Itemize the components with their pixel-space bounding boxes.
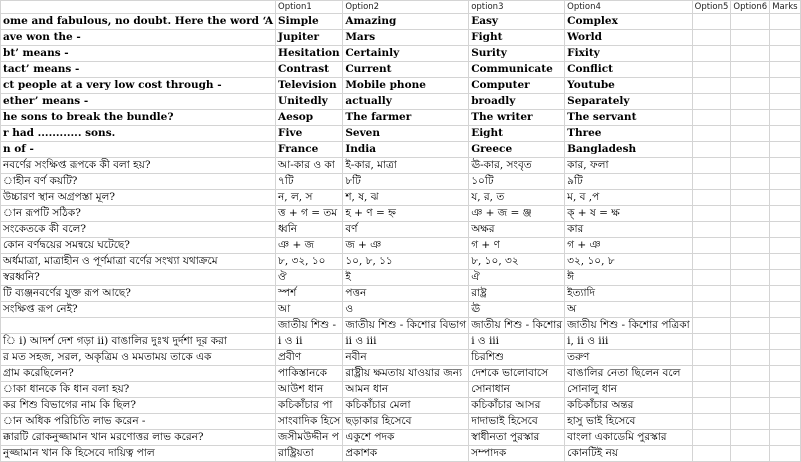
option1-cell[interactable]: রাষ্ট্রিয়তা xyxy=(276,446,343,462)
option5-cell[interactable] xyxy=(692,446,731,462)
marks-cell[interactable] xyxy=(770,222,800,238)
marks-cell[interactable] xyxy=(770,254,800,270)
option6-cell[interactable] xyxy=(731,414,770,430)
option2-cell[interactable]: Mobile phone xyxy=(343,78,469,94)
option5-cell[interactable] xyxy=(692,46,731,62)
table-row xyxy=(1,46,801,62)
option4-cell[interactable]: ৩২, ১০, ৮ xyxy=(565,254,693,270)
table-row xyxy=(1,126,801,142)
option2-cell[interactable]: আমন ধান xyxy=(343,382,469,398)
option6-cell[interactable] xyxy=(731,366,770,382)
question-cell[interactable] xyxy=(1,318,276,334)
marks-cell[interactable] xyxy=(770,302,800,318)
option6-cell[interactable] xyxy=(731,430,770,446)
option2-cell[interactable]: পত্তন xyxy=(343,286,469,302)
option3-cell[interactable]: গ + ণ xyxy=(469,238,565,254)
table-row xyxy=(1,190,801,206)
option1-cell[interactable]: Unitedly xyxy=(276,94,343,110)
option3-cell[interactable]: ৮, ১০, ৩২ xyxy=(469,254,565,270)
option5-cell[interactable] xyxy=(692,270,731,286)
option6-cell[interactable] xyxy=(731,142,770,158)
marks-cell[interactable] xyxy=(770,414,800,430)
option5-cell[interactable] xyxy=(692,334,731,350)
option1-cell[interactable]: ত্ত + গ = তম xyxy=(276,206,343,222)
option1-cell[interactable]: আউশ ধান xyxy=(276,382,343,398)
marks-cell[interactable] xyxy=(770,94,800,110)
option4-cell[interactable]: বাংলা একাডেমি পুরস্কার xyxy=(565,430,693,446)
option6-cell[interactable] xyxy=(731,30,770,46)
option1-cell[interactable]: কচিকাঁচার পা xyxy=(276,398,343,414)
option1-cell[interactable]: Aesop xyxy=(276,110,343,126)
option4-cell[interactable]: Youtube xyxy=(565,78,693,94)
option3-cell[interactable]: ঊ-কার, সংবৃত xyxy=(469,158,565,174)
option6-cell[interactable] xyxy=(731,174,770,190)
option3-cell[interactable]: Fight xyxy=(469,30,565,46)
option6-cell[interactable] xyxy=(731,334,770,350)
option4-cell[interactable]: হাসু ভাই হিসেবে xyxy=(565,414,693,430)
option5-cell[interactable] xyxy=(692,222,731,238)
marks-cell[interactable] xyxy=(770,190,800,206)
option5-cell[interactable] xyxy=(692,366,731,382)
table-row xyxy=(1,222,801,238)
marks-cell[interactable] xyxy=(770,62,800,78)
option5-cell[interactable] xyxy=(692,110,731,126)
option6-cell[interactable] xyxy=(731,190,770,206)
option4-cell[interactable]: কোনটিই নয় xyxy=(565,446,693,462)
option6-cell[interactable] xyxy=(731,254,770,270)
table-row xyxy=(1,254,801,270)
option1-cell[interactable]: Hesitation xyxy=(276,46,343,62)
option6-cell[interactable] xyxy=(731,446,770,462)
option1-cell[interactable]: Jupiter xyxy=(276,30,343,46)
option2-cell[interactable]: নবীন xyxy=(343,350,469,366)
table-row xyxy=(1,174,801,190)
option6-cell[interactable] xyxy=(731,158,770,174)
table-row xyxy=(1,382,801,398)
option6-cell[interactable] xyxy=(731,350,770,366)
option3-cell[interactable]: স্বাধীনতা পুরস্কার xyxy=(469,430,565,446)
option5-cell[interactable] xyxy=(692,398,731,414)
header-row xyxy=(1,1,801,14)
marks-cell[interactable] xyxy=(770,334,800,350)
option6-cell[interactable] xyxy=(731,126,770,142)
question-cell[interactable]: াকা ধানকে কি ধান বলা হয়? xyxy=(1,382,276,398)
option1-cell[interactable]: France xyxy=(276,142,343,158)
header-cell-option4[interactable]: Option4 xyxy=(565,1,693,14)
option5-cell[interactable] xyxy=(692,30,731,46)
option3-cell[interactable]: য, র, ত xyxy=(469,190,565,206)
option6-cell[interactable] xyxy=(731,62,770,78)
question-cell[interactable]: n of - xyxy=(1,142,276,158)
option6-cell[interactable] xyxy=(731,222,770,238)
option1-cell[interactable]: i ও ii xyxy=(276,334,343,350)
option3-cell[interactable]: চিরশিশু xyxy=(469,350,565,366)
option5-cell[interactable] xyxy=(692,14,731,30)
table-row xyxy=(1,430,801,446)
question-cell[interactable]: কোন বর্ণদ্বয়ের সমন্বয়ে ঘটেছে? xyxy=(1,238,276,254)
marks-cell[interactable] xyxy=(770,206,800,222)
question-cell[interactable]: অর্ধমাত্রা, মাত্রাহীন ও পূর্ণমাত্রা বর্ণের সংখ্যা যথাক্রমে xyxy=(1,254,276,270)
option5-cell[interactable] xyxy=(692,254,731,270)
option6-cell[interactable] xyxy=(731,286,770,302)
option4-cell[interactable]: Conflict xyxy=(565,62,693,78)
option1-cell[interactable]: ৮, ৩২, ১০ xyxy=(276,254,343,270)
option4-cell[interactable]: বাঙালির নেতা ছিলেন বলে xyxy=(565,366,693,382)
question-cell[interactable]: গ্রাম করেছিলেন? xyxy=(1,366,276,382)
option2-cell[interactable]: ই-কার, মাত্রা xyxy=(343,158,469,174)
option5-cell[interactable] xyxy=(692,158,731,174)
option5-cell[interactable] xyxy=(692,94,731,110)
option5-cell[interactable] xyxy=(692,382,731,398)
option4-cell[interactable]: কচিকাঁচার অন্তর xyxy=(565,398,693,414)
option6-cell[interactable] xyxy=(731,78,770,94)
table-row xyxy=(1,334,801,350)
option1-cell[interactable]: ঔ xyxy=(276,270,343,286)
marks-cell[interactable] xyxy=(770,366,800,382)
option2-cell[interactable]: Seven xyxy=(343,126,469,142)
option6-cell[interactable] xyxy=(731,110,770,126)
table-row xyxy=(1,318,801,334)
option1-cell[interactable]: Television xyxy=(276,78,343,94)
option6-cell[interactable] xyxy=(731,302,770,318)
option2-cell[interactable]: ১০, ৮, ১১ xyxy=(343,254,469,270)
header-cell-option5[interactable]: Option5 xyxy=(692,1,731,14)
marks-cell[interactable] xyxy=(770,286,800,302)
option2-cell[interactable]: প্রকাশক xyxy=(343,446,469,462)
option3-cell[interactable]: i ও iii xyxy=(469,334,565,350)
question-cell[interactable]: সংক্ষিপ্ত রূপ নেই? xyxy=(1,302,276,318)
option3-cell[interactable]: সম্পাদক xyxy=(469,446,565,462)
marks-cell[interactable] xyxy=(770,14,800,30)
option3-cell[interactable]: দেশকে ভালোবাসে xyxy=(469,366,565,382)
option2-cell[interactable]: বর্ণ xyxy=(343,222,469,238)
option4-cell[interactable]: গ + ঞ xyxy=(565,238,693,254)
option5-cell[interactable] xyxy=(692,190,731,206)
marks-cell[interactable] xyxy=(770,238,800,254)
option4-cell[interactable]: ইত্যাদি xyxy=(565,286,693,302)
option2-cell[interactable]: জ + ঞ xyxy=(343,238,469,254)
option2-cell[interactable]: একুশে পদক xyxy=(343,430,469,446)
option3-cell[interactable]: ১০টি xyxy=(469,174,565,190)
table-row xyxy=(1,398,801,414)
question-cell[interactable]: ান রূপটি সঠিক? xyxy=(1,206,276,222)
table-row xyxy=(1,30,801,46)
option2-cell[interactable]: কচিকাঁচার মেলা xyxy=(343,398,469,414)
marks-cell[interactable] xyxy=(770,126,800,142)
option4-cell[interactable]: Complex xyxy=(565,14,693,30)
option1-cell[interactable]: ন, ল, স xyxy=(276,190,343,206)
table-row xyxy=(1,286,801,302)
table-row xyxy=(1,142,801,158)
table-row xyxy=(1,350,801,366)
question-cell[interactable]: ether’ means - xyxy=(1,94,276,110)
question-cell[interactable]: he sons to break the bundle? xyxy=(1,110,276,126)
question-cell[interactable]: র মত সহজ, সরল, অকৃত্রিম ও মমতাময় তাকে এক xyxy=(1,350,276,366)
option1-cell[interactable]: Contrast xyxy=(276,62,343,78)
option2-cell[interactable]: ও xyxy=(343,302,469,318)
option4-cell[interactable]: ৯টি xyxy=(565,174,693,190)
option3-cell[interactable]: Eight xyxy=(469,126,565,142)
option5-cell[interactable] xyxy=(692,78,731,94)
option4-cell[interactable]: i, ii ও iii xyxy=(565,334,693,350)
option3-cell[interactable]: রাষ্ট্র xyxy=(469,286,565,302)
option5-cell[interactable] xyxy=(692,318,731,334)
question-cell[interactable]: tact’ means - xyxy=(1,62,276,78)
option1-cell[interactable]: Five xyxy=(276,126,343,142)
option2-cell[interactable]: ii ও iii xyxy=(343,334,469,350)
option2-cell[interactable]: রাষ্ট্রীয় ক্ষমতায় যাওয়ার জন্য xyxy=(343,366,469,382)
marks-cell[interactable] xyxy=(770,30,800,46)
marks-cell[interactable] xyxy=(770,270,800,286)
option1-cell[interactable]: ধ্বনি xyxy=(276,222,343,238)
option2-cell[interactable]: হ + ণ = হ্ন xyxy=(343,206,469,222)
table-row xyxy=(1,270,801,286)
question-cell[interactable]: ome and fabulous, no doubt. Here the word ‘A xyxy=(1,14,276,30)
option1-cell[interactable]: স্পর্শ xyxy=(276,286,343,302)
option3-cell[interactable]: Greece xyxy=(469,142,565,158)
option6-cell[interactable] xyxy=(731,270,770,286)
option3-cell[interactable]: Computer xyxy=(469,78,565,94)
option4-cell[interactable]: কার, ফলা xyxy=(565,158,693,174)
option2-cell[interactable]: ই xyxy=(343,270,469,286)
header-cell-option1[interactable]: Option1 xyxy=(276,1,343,14)
option6-cell[interactable] xyxy=(731,398,770,414)
option5-cell[interactable] xyxy=(692,126,731,142)
option3-cell[interactable]: ঊ xyxy=(469,302,565,318)
option3-cell[interactable]: The writer xyxy=(469,110,565,126)
marks-cell[interactable] xyxy=(770,158,800,174)
option5-cell[interactable] xyxy=(692,238,731,254)
table-row xyxy=(1,206,801,222)
option1-cell[interactable]: আ-কার ও কা xyxy=(276,158,343,174)
option3-cell[interactable]: কচিকাঁচার আসর xyxy=(469,398,565,414)
option4-cell[interactable]: ম, ব ,প xyxy=(565,190,693,206)
option6-cell[interactable] xyxy=(731,14,770,30)
option4-cell[interactable]: The servant xyxy=(565,110,693,126)
option5-cell[interactable] xyxy=(692,350,731,366)
header-cell-question[interactable] xyxy=(1,1,276,14)
option5-cell[interactable] xyxy=(692,430,731,446)
marks-cell[interactable] xyxy=(770,78,800,94)
option5-cell[interactable] xyxy=(692,286,731,302)
option1-cell[interactable]: ঞ + জ xyxy=(276,238,343,254)
header-cell-marks[interactable]: Marks xyxy=(770,1,800,14)
option5-cell[interactable] xyxy=(692,142,731,158)
question-cell[interactable]: ক্কারটি রোকনুজ্জামান খান মরণোত্তর লাভ করেন? xyxy=(1,430,276,446)
option1-cell[interactable]: প্রবীণ xyxy=(276,350,343,366)
option4-cell[interactable]: ঈ xyxy=(565,270,693,286)
option1-cell[interactable]: জাতীয় শিশু - xyxy=(276,318,343,334)
question-cell[interactable]: উচ্চারণ স্থান অগ্রপস্তা মূল? xyxy=(1,190,276,206)
table-row xyxy=(1,110,801,126)
marks-cell[interactable] xyxy=(770,398,800,414)
option6-cell[interactable] xyxy=(731,318,770,334)
option2-cell[interactable]: The farmer xyxy=(343,110,469,126)
option3-cell[interactable]: জাতীয় শিশু - কিশোর xyxy=(469,318,565,334)
marks-cell[interactable] xyxy=(770,350,800,366)
option5-cell[interactable] xyxy=(692,302,731,318)
option6-cell[interactable] xyxy=(731,206,770,222)
header-cell-option6[interactable]: Option6 xyxy=(731,1,770,14)
option4-cell[interactable]: Separately xyxy=(565,94,693,110)
option1-cell[interactable]: আ xyxy=(276,302,343,318)
option4-cell[interactable]: Fixity xyxy=(565,46,693,62)
option3-cell[interactable]: দাদাভাই হিসেবে xyxy=(469,414,565,430)
marks-cell[interactable] xyxy=(770,46,800,62)
option4-cell[interactable]: কার xyxy=(565,222,693,238)
question-cell[interactable]: কর শিশু বিভাগের নাম কি ছিল? xyxy=(1,398,276,414)
option6-cell[interactable] xyxy=(731,238,770,254)
option4-cell[interactable]: World xyxy=(565,30,693,46)
option3-cell[interactable]: Easy xyxy=(469,14,565,30)
option1-cell[interactable]: Simple xyxy=(276,14,343,30)
header-cell-option2[interactable]: Option2 xyxy=(343,1,469,14)
option3-cell[interactable]: broadly xyxy=(469,94,565,110)
question-cell[interactable]: ct people at a very low cost through - xyxy=(1,78,276,94)
option4-cell[interactable]: ক্ + ষ = ক্ষ xyxy=(565,206,693,222)
table-row xyxy=(1,94,801,110)
table-row xyxy=(1,414,801,430)
header-cell-option3[interactable]: option3 xyxy=(469,1,565,14)
option2-cell[interactable]: ৮টি xyxy=(343,174,469,190)
option3-cell[interactable]: সোনাধান xyxy=(469,382,565,398)
question-cell[interactable]: নুজ্জামান খান কি হিসেবে দায়িত্ব পাল xyxy=(1,446,276,462)
option4-cell[interactable]: অ xyxy=(565,302,693,318)
option3-cell[interactable]: Surity xyxy=(469,46,565,62)
option1-cell[interactable]: ৭টি xyxy=(276,174,343,190)
option1-cell[interactable]: সাংবাদিক হিসে xyxy=(276,414,343,430)
marks-cell[interactable] xyxy=(770,382,800,398)
question-cell[interactable]: াহীন বর্ণ কয়টি? xyxy=(1,174,276,190)
option4-cell[interactable]: Bangladesh xyxy=(565,142,693,158)
option4-cell[interactable]: তরুণ xyxy=(565,350,693,366)
option1-cell[interactable]: পাকিস্তানকে xyxy=(276,366,343,382)
question-cell[interactable]: r had ............ sons. xyxy=(1,126,276,142)
option3-cell[interactable]: অক্ষর xyxy=(469,222,565,238)
option5-cell[interactable] xyxy=(692,414,731,430)
marks-cell[interactable] xyxy=(770,174,800,190)
option6-cell[interactable] xyxy=(731,382,770,398)
option5-cell[interactable] xyxy=(692,174,731,190)
table-row xyxy=(1,238,801,254)
option1-cell[interactable]: জসীমউদ্দীন প xyxy=(276,430,343,446)
question-cell[interactable]: নবর্ণের সংক্ষিপ্ত রূপকে কী বলা হয়? xyxy=(1,158,276,174)
option2-cell[interactable]: Mars xyxy=(343,30,469,46)
marks-cell[interactable] xyxy=(770,142,800,158)
option3-cell[interactable]: ঞ + জ = ঞ্জ xyxy=(469,206,565,222)
table-row xyxy=(1,62,801,78)
option2-cell[interactable]: Current xyxy=(343,62,469,78)
option6-cell[interactable] xyxy=(731,94,770,110)
option6-cell[interactable] xyxy=(731,46,770,62)
option2-cell[interactable]: ছড়াকার হিসেবে xyxy=(343,414,469,430)
option4-cell[interactable]: জাতীয় শিশু - কিশোর পত্রিকা xyxy=(565,318,693,334)
question-cell[interactable]: ান অধিক পরিচিতি লাভ করেন - xyxy=(1,414,276,430)
question-cell[interactable]: টি ব্যঞ্জনবর্ণের যুক্ত রূপ আছে? xyxy=(1,286,276,302)
table-row xyxy=(1,158,801,174)
option2-cell[interactable]: India xyxy=(343,142,469,158)
option5-cell[interactable] xyxy=(692,62,731,78)
marks-cell[interactable] xyxy=(770,430,800,446)
option4-cell[interactable]: সোনালু ধান xyxy=(565,382,693,398)
table-row xyxy=(1,366,801,382)
option2-cell[interactable]: জাতীয় শিশু - কিশোর বিভাগ xyxy=(343,318,469,334)
marks-cell[interactable] xyxy=(770,318,800,334)
option3-cell[interactable]: ঐ xyxy=(469,270,565,286)
table-row xyxy=(1,78,801,94)
question-cell[interactable]: ি i) আদর্শ দেশ গড়া ii) বাঙালির দুঃখ দুর্দশা দূর করা xyxy=(1,334,276,350)
question-cell[interactable]: ave won the - xyxy=(1,30,276,46)
question-cell[interactable]: bt’ means - xyxy=(1,46,276,62)
option5-cell[interactable] xyxy=(692,206,731,222)
table-row xyxy=(1,14,801,30)
option3-cell[interactable]: Communicate xyxy=(469,62,565,78)
option2-cell[interactable]: শ, ষ, ঝ xyxy=(343,190,469,206)
option2-cell[interactable]: actually xyxy=(343,94,469,110)
table-row xyxy=(1,446,801,462)
option2-cell[interactable]: Certainly xyxy=(343,46,469,62)
option4-cell[interactable]: Three xyxy=(565,126,693,142)
option2-cell[interactable]: Amazing xyxy=(343,14,469,30)
marks-cell[interactable] xyxy=(770,446,800,462)
question-cell[interactable]: সংকেতকে কী বলে? xyxy=(1,222,276,238)
marks-cell[interactable] xyxy=(770,110,800,126)
table-row xyxy=(1,302,801,318)
question-cell[interactable]: স্বরধ্বনি? xyxy=(1,270,276,286)
